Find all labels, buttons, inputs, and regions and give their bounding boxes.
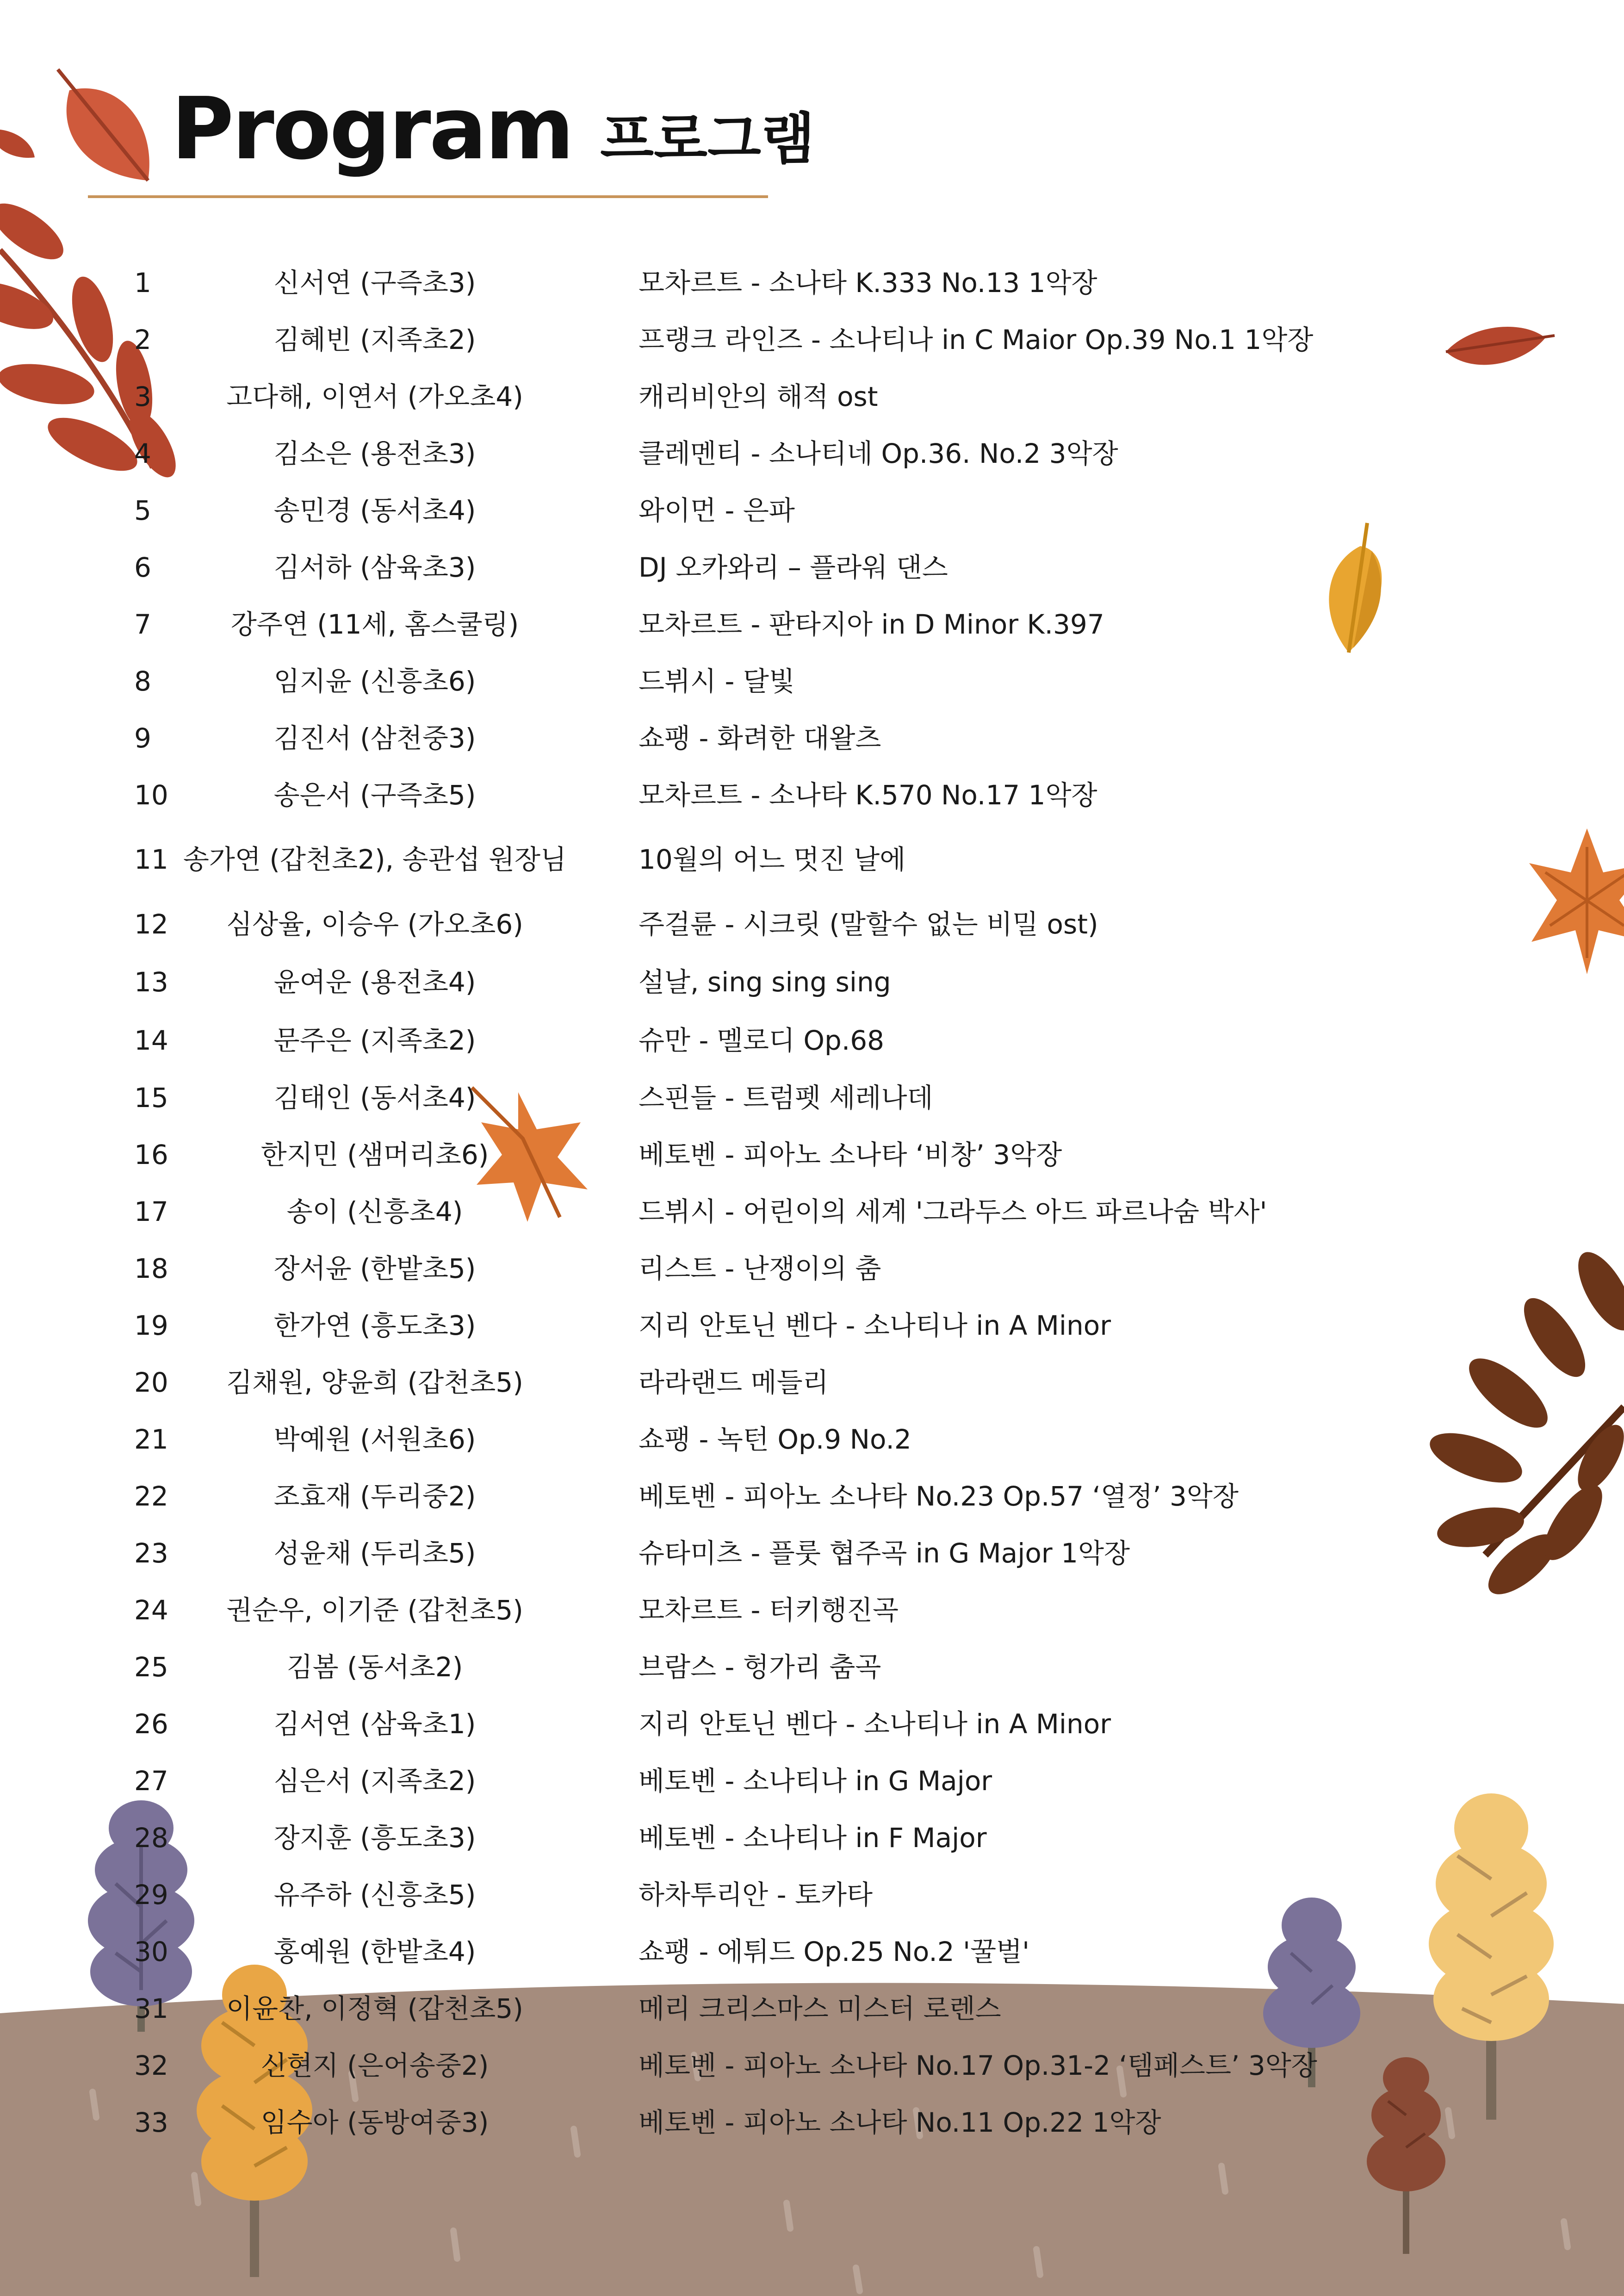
program-number: 10	[134, 779, 168, 811]
performer-name: 송민경 (동서초4)	[273, 495, 476, 526]
program-number: 14	[134, 1025, 168, 1056]
program-row	[0, 1755, 1624, 1806]
program-row	[0, 371, 1624, 422]
performer-name: 송은서 (구즉초5)	[273, 779, 476, 811]
program-row	[0, 2040, 1624, 2091]
program-row	[0, 957, 1624, 1008]
performer-name: 장서윤 (한밭초5)	[273, 1253, 476, 1284]
program-number: 17	[134, 1196, 168, 1227]
piece-title: 지리 안토닌 벤다 - 소나티나 in A Minor	[638, 1310, 1111, 1341]
performer-name: 임지윤 (신흥초6)	[273, 666, 476, 697]
piece-title: 쇼팽 - 녹턴 Op.9 No.2	[638, 1424, 911, 1455]
program-row	[0, 599, 1624, 650]
program-row	[0, 834, 1624, 885]
performer-name: 김채원, 양윤희 (갑천초5)	[226, 1367, 523, 1398]
program-number: 5	[134, 495, 151, 526]
program-row	[0, 1869, 1624, 1920]
piece-title: 지리 안토닌 벤다 - 소나티나 in A Minor	[638, 1708, 1111, 1740]
piece-title: 베토벤 - 피아노 소나타 No.17 Op.31-2 ‘템페스트’ 3악장	[638, 2050, 1317, 2081]
program-row	[0, 1926, 1624, 1977]
program-row	[0, 1642, 1624, 1692]
program-number: 12	[134, 908, 168, 940]
title-korean: 프로그램	[600, 107, 815, 172]
piece-title: 10월의 어느 멋진 날에	[638, 844, 906, 875]
program-number: 6	[134, 552, 151, 583]
program-number: 22	[134, 1481, 168, 1512]
performer-name: 심은서 (지족초2)	[273, 1765, 476, 1797]
program-number: 2	[134, 324, 151, 355]
program-row	[0, 1528, 1624, 1579]
program-number: 19	[134, 1310, 168, 1341]
program-row	[0, 542, 1624, 593]
performer-name: 임수아 (동방여중3)	[260, 2107, 489, 2138]
program-number: 13	[134, 966, 168, 998]
program-number: 28	[134, 1822, 168, 1854]
performer-name: 성윤채 (두리초5)	[273, 1537, 476, 1569]
piece-title: 하차투리안 - 토카타	[638, 1879, 873, 1910]
program-number: 16	[134, 1139, 168, 1170]
program-row	[0, 1983, 1624, 2034]
piece-title: 쇼팽 - 에튀드 Op.25 No.2 '꿀벌'	[638, 1936, 1030, 1967]
piece-title: 모차르트 - 소나타 K.570 No.17 1악장	[638, 779, 1097, 811]
piece-title: 베토벤 - 피아노 소나타 No.23 Op.57 ‘열정’ 3악장	[638, 1481, 1239, 1512]
performer-name: 권순우, 이기준 (갑천초5)	[226, 1594, 523, 1626]
performer-name: 장지훈 (흥도초3)	[273, 1822, 476, 1854]
piece-title: 모차르트 - 터키행진곡	[638, 1594, 899, 1626]
performer-name: 강주연 (11세, 홈스쿨링)	[230, 609, 519, 640]
program-number: 8	[134, 666, 151, 697]
piece-title: 프랭크 라인즈 - 소나티나 in C Maior Op.39 No.1 1악장	[638, 324, 1314, 355]
piece-title: 스핀들 - 트럼펫 세레나데	[638, 1082, 933, 1114]
performer-name: 김태인 (동서초4)	[273, 1082, 476, 1114]
performer-name: 한가연 (흥도초3)	[273, 1310, 476, 1341]
piece-title: 주걸륜 - 시크릿 (말할수 없는 비밀 ost)	[638, 908, 1098, 940]
piece-title: 베토벤 - 소나티나 in G Major	[638, 1765, 992, 1797]
performer-name: 김서연 (삼육초1)	[273, 1708, 476, 1740]
piece-title: 메리 크리스마스 미스터 로렌스	[638, 1993, 1001, 2024]
program-number: 20	[134, 1367, 168, 1398]
performer-name: 윤여운 (용전초4)	[273, 966, 476, 998]
performer-name: 조효재 (두리중2)	[273, 1481, 476, 1512]
title-english: Program	[171, 79, 573, 179]
piece-title: 베토벤 - 피아노 소나타 ‘비창’ 3악장	[638, 1139, 1062, 1170]
piece-title: 슈타미츠 - 플룻 협주곡 in G Major 1악장	[638, 1537, 1130, 1569]
program-row	[0, 1357, 1624, 1408]
piece-title: 쇼팽 - 화려한 대왈츠	[638, 722, 881, 754]
program-number: 18	[134, 1253, 168, 1284]
piece-title: DJ 오카와리 – 플라워 댄스	[638, 552, 948, 583]
program-row	[0, 1186, 1624, 1237]
piece-title: 설날, sing sing sing	[638, 966, 891, 998]
performer-name: 한지민 (샘머리초6)	[260, 1139, 489, 1170]
program-row	[0, 1812, 1624, 1863]
program-number: 25	[134, 1651, 168, 1683]
program-row	[0, 899, 1624, 950]
program-number: 3	[134, 381, 151, 412]
program-row	[0, 1471, 1624, 1522]
program-row	[0, 1585, 1624, 1636]
performer-name: 김혜빈 (지족초2)	[273, 324, 476, 355]
performer-name: 홍예원 (한밭초4)	[273, 1936, 476, 1967]
piece-title: 베토벤 - 소나티나 in F Major	[638, 1822, 987, 1854]
program-number: 24	[134, 1594, 168, 1626]
piece-title: 슈만 - 멜로디 Op.68	[638, 1025, 885, 1056]
piece-title: 모차르트 - 소나타 K.333 No.13 1악장	[638, 267, 1097, 299]
piece-title: 드뷔시 - 달빛	[638, 666, 795, 697]
program-number: 15	[134, 1082, 168, 1114]
program-row	[0, 1699, 1624, 1749]
performer-name: 송이 (신흥초4)	[286, 1196, 463, 1227]
piece-title: 와이먼 - 은파	[638, 495, 795, 526]
program-row	[0, 2097, 1624, 2148]
performer-name: 김서하 (삼육초3)	[273, 552, 476, 583]
program-row	[0, 314, 1624, 365]
piece-title: 브람스 - 헝가리 춤곡	[638, 1651, 881, 1683]
program-row	[0, 713, 1624, 764]
program-row	[0, 656, 1624, 707]
performer-name: 고다해, 이연서 (가오초4)	[226, 381, 523, 412]
program-number: 31	[134, 1993, 168, 2024]
performer-name: 유주하 (신흥초5)	[273, 1879, 476, 1910]
program-row	[0, 1243, 1624, 1294]
program-row	[0, 1300, 1624, 1351]
program-number: 29	[134, 1879, 168, 1910]
program-number: 26	[134, 1708, 168, 1740]
program-number: 23	[134, 1537, 168, 1569]
program-number: 33	[134, 2107, 168, 2138]
performer-name: 문주은 (지족초2)	[273, 1025, 476, 1056]
performer-name: 김봄 (동서초2)	[286, 1651, 463, 1683]
program-row	[0, 1129, 1624, 1180]
program-number: 11	[134, 844, 168, 875]
piece-title: 클레멘티 - 소나티네 Op.36. No.2 3악장	[638, 438, 1118, 469]
program-number: 32	[134, 2050, 168, 2081]
piece-title: 모차르트 - 판타지아 in D Minor K.397	[638, 609, 1104, 640]
performer-name: 김소은 (용전초3)	[273, 438, 476, 469]
performer-name: 신서연 (구즉초3)	[273, 267, 476, 299]
piece-title: 베토벤 - 피아노 소나타 No.11 Op.22 1악장	[638, 2107, 1161, 2138]
piece-title: 드뷔시 - 어린이의 세계 '그라두스 아드 파르나숨 박사'	[638, 1196, 1267, 1227]
performer-name: 박예원 (서원초6)	[273, 1424, 476, 1455]
program-number: 9	[134, 722, 151, 754]
program-row	[0, 257, 1624, 308]
program-row	[0, 428, 1624, 479]
piece-title: 캐리비안의 해적 ost	[638, 381, 878, 412]
program-row	[0, 485, 1624, 536]
performer-name: 김진서 (삼천중3)	[273, 722, 476, 754]
program-number: 7	[134, 609, 151, 640]
performer-name: 송가연 (갑천초2), 송관섭 원장님	[183, 844, 567, 875]
program-number: 4	[134, 438, 151, 469]
performer-name: 심상율, 이승우 (가오초6)	[226, 908, 523, 940]
program-number: 21	[134, 1424, 168, 1455]
piece-title: 리스트 - 난쟁이의 춤	[638, 1253, 881, 1284]
performer-name: 이윤찬, 이정혁 (갑천초5)	[226, 1993, 523, 2024]
program-number: 1	[134, 267, 151, 299]
program-row	[0, 770, 1624, 821]
program-row	[0, 1015, 1624, 1066]
performer-name: 신현지 (은어송중2)	[260, 2050, 489, 2081]
program-row	[0, 1072, 1624, 1123]
program-number: 30	[134, 1936, 168, 1967]
piece-title: 라라랜드 메들리	[638, 1367, 829, 1398]
program-row	[0, 1414, 1624, 1465]
program-number: 27	[134, 1765, 168, 1797]
